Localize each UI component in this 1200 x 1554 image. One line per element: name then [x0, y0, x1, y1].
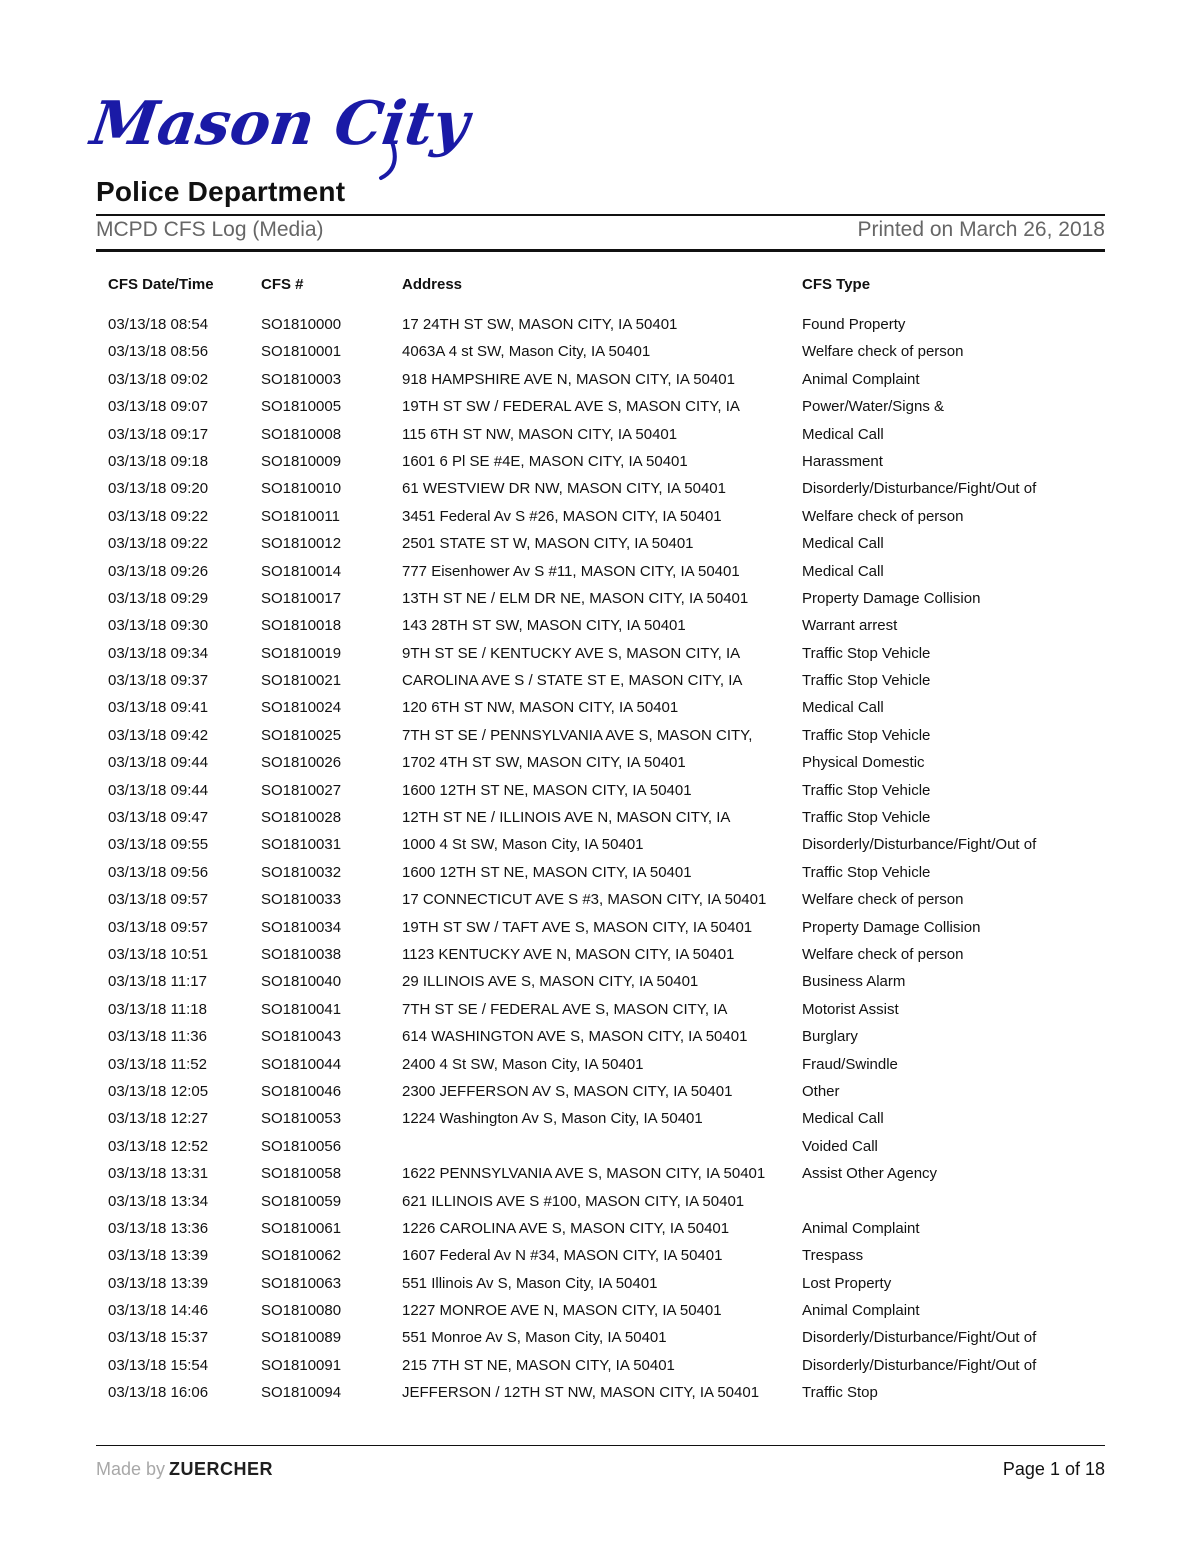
cell-datetime: 03/13/18 13:36: [108, 1219, 209, 1237]
cell-address: 120 6TH ST NW, MASON CITY, IA 50401: [402, 699, 679, 717]
cell-address: 7TH ST SE / PENNSYLVANIA AVE S, MASON CITY,: [402, 726, 753, 744]
cell-cfs-type: Medical Call: [802, 699, 884, 717]
cell-datetime: 03/13/18 13:31: [108, 1165, 209, 1183]
made-by-label: Made by: [96, 1459, 166, 1479]
cell-cfs-number: SO1810026: [261, 754, 342, 772]
cell-cfs-number: SO1810038: [261, 945, 342, 963]
table-row: [0, 1328, 1200, 1355]
cell-cfs-number: SO1810091: [261, 1356, 342, 1374]
cell-address: 3451 Federal Av S #26, MASON CITY, IA 50401: [402, 507, 722, 525]
cell-address: 29 ILLINOIS AVE S, MASON CITY, IA 50401: [402, 973, 699, 991]
cell-address: 1600 12TH ST NE, MASON CITY, IA 50401: [402, 781, 692, 799]
cell-datetime: 03/13/18 11:17: [108, 973, 207, 991]
cell-cfs-number: SO1810018: [261, 617, 342, 635]
cell-cfs-number: SO1810059: [261, 1192, 342, 1210]
cell-cfs-type: Physical Domestic: [802, 754, 925, 772]
cell-datetime: 03/13/18 12:27: [108, 1110, 209, 1128]
table-row: [0, 1164, 1200, 1191]
table-row: [0, 1301, 1200, 1328]
table-row: [0, 616, 1200, 643]
cell-address: 1123 KENTUCKY AVE N, MASON CITY, IA 50401: [402, 945, 735, 963]
header-rule-top: [96, 214, 1105, 216]
table-row: [0, 1000, 1200, 1027]
made-by-credit: [96, 1459, 273, 1480]
table-row: [0, 698, 1200, 725]
printed-date: Printed on March 26, 2018: [857, 218, 1105, 241]
cell-address: 17 CONNECTICUT AVE S #3, MASON CITY, IA 50401: [402, 891, 767, 909]
cell-cfs-type: Animal Complaint: [802, 1219, 920, 1237]
table-row: [0, 1109, 1200, 1136]
cell-cfs-type: Traffic Stop Vehicle: [802, 672, 931, 690]
table-row: [0, 479, 1200, 506]
cell-address: 7TH ST SE / FEDERAL AVE S, MASON CITY, IA: [402, 1000, 728, 1018]
cell-address: 12TH ST NE / ILLINOIS AVE N, MASON CITY, IA: [402, 809, 731, 827]
table-row: [0, 315, 1200, 342]
cell-address: 1622 PENNSYLVANIA AVE S, MASON CITY, IA 50401: [402, 1165, 766, 1183]
cell-cfs-type: Medical Call: [802, 425, 884, 443]
cell-datetime: 03/13/18 09:29: [108, 589, 209, 607]
cell-cfs-type: Property Damage Collision: [802, 589, 981, 607]
table-row: [0, 1246, 1200, 1273]
cell-datetime: 03/13/18 11:18: [108, 1000, 207, 1018]
cell-cfs-number: SO1810089: [261, 1329, 342, 1347]
cell-cfs-number: SO1810009: [261, 452, 342, 470]
table-row: [0, 1027, 1200, 1054]
table-row: [0, 562, 1200, 589]
cell-cfs-type: Disorderly/Disturbance/Fight/Out of: [802, 480, 1037, 498]
cell-cfs-type: Animal Complaint: [802, 1302, 920, 1320]
cell-address: 2501 STATE ST W, MASON CITY, IA 50401: [402, 535, 694, 553]
cell-cfs-number: SO1810014: [261, 562, 342, 580]
cell-address: 13TH ST NE / ELM DR NE, MASON CITY, IA 50401: [402, 589, 749, 607]
cell-cfs-number: SO1810063: [261, 1274, 342, 1292]
cell-datetime: 03/13/18 09:42: [108, 726, 209, 744]
cell-address: 621 ILLINOIS AVE S #100, MASON CITY, IA 50401: [402, 1192, 745, 1210]
table-row: [0, 918, 1200, 945]
cell-datetime: 03/13/18 16:06: [108, 1384, 209, 1402]
cell-cfs-number: SO1810061: [261, 1219, 342, 1237]
table-row: [0, 781, 1200, 808]
table-row: [0, 397, 1200, 424]
cell-address: 4063A 4 st SW, Mason City, IA 50401: [402, 343, 651, 361]
cell-cfs-number: SO1810034: [261, 918, 342, 936]
cell-datetime: 03/13/18 09:37: [108, 672, 209, 690]
cell-datetime: 03/13/18 13:34: [108, 1192, 209, 1210]
cell-address: 2400 4 St SW, Mason City, IA 50401: [402, 1055, 644, 1073]
cell-datetime: 03/13/18 09:56: [108, 863, 209, 881]
cell-cfs-type: Welfare check of person: [802, 945, 964, 963]
cell-cfs-type: Traffic Stop: [802, 1384, 878, 1402]
cell-cfs-type: Power/Water/Signs &: [802, 398, 944, 416]
cell-cfs-type: Other: [802, 1082, 840, 1100]
cell-address: 215 7TH ST NE, MASON CITY, IA 50401: [402, 1356, 675, 1374]
cell-cfs-number: SO1810032: [261, 863, 342, 881]
cell-cfs-type: Traffic Stop Vehicle: [802, 726, 931, 744]
cell-cfs-number: SO1810043: [261, 1028, 342, 1046]
table-row: [0, 1055, 1200, 1082]
cell-cfs-type: Welfare check of person: [802, 343, 964, 361]
cell-datetime: 03/13/18 09:34: [108, 644, 209, 662]
cell-cfs-type: Medical Call: [802, 562, 884, 580]
cell-cfs-number: SO1810053: [261, 1110, 342, 1128]
cell-datetime: 03/13/18 09:57: [108, 918, 209, 936]
table-row: [0, 753, 1200, 780]
column-header-address: Address: [402, 276, 463, 293]
cell-cfs-number: SO1810010: [261, 480, 342, 498]
cell-address: 115 6TH ST NW, MASON CITY, IA 50401: [402, 425, 678, 443]
cell-address: 1000 4 St SW, Mason City, IA 50401: [402, 836, 644, 854]
table-row: [0, 589, 1200, 616]
page-number: Page 1 of 18: [1002, 1459, 1105, 1479]
cell-cfs-number: SO1810025: [261, 726, 342, 744]
cell-cfs-number: SO1810021: [261, 672, 342, 690]
cell-cfs-type: Traffic Stop Vehicle: [802, 809, 931, 827]
cell-cfs-number: SO1810028: [261, 809, 342, 827]
cell-cfs-number: SO1810003: [261, 370, 342, 388]
cell-address: CAROLINA AVE S / STATE ST E, MASON CITY, IA: [402, 672, 743, 690]
cell-cfs-number: SO1810046: [261, 1082, 342, 1100]
table-row: [0, 1137, 1200, 1164]
cell-cfs-number: SO1810041: [261, 1000, 342, 1018]
cell-cfs-number: SO1810019: [261, 644, 342, 662]
table-row: [0, 808, 1200, 835]
cell-cfs-number: SO1810058: [261, 1165, 342, 1183]
cell-datetime: 03/13/18 09:55: [108, 836, 209, 854]
cell-cfs-type: Medical Call: [802, 1110, 884, 1128]
cell-cfs-number: SO1810011: [261, 507, 340, 525]
cell-datetime: 03/13/18 11:36: [108, 1028, 207, 1046]
cell-datetime: 03/13/18 12:05: [108, 1082, 209, 1100]
cell-address: 61 WESTVIEW DR NW, MASON CITY, IA 50401: [402, 480, 726, 498]
cell-cfs-type: Disorderly/Disturbance/Fight/Out of: [802, 836, 1037, 854]
cell-cfs-number: SO1810062: [261, 1247, 342, 1265]
table-row: [0, 507, 1200, 534]
cell-address: 143 28TH ST SW, MASON CITY, IA 50401: [402, 617, 686, 635]
cell-cfs-type: Fraud/Swindle: [802, 1055, 898, 1073]
table-row: [0, 534, 1200, 561]
cell-cfs-number: SO1810094: [261, 1384, 342, 1402]
table-row: [0, 863, 1200, 890]
table-row: [0, 1274, 1200, 1301]
cell-cfs-type: Animal Complaint: [802, 370, 920, 388]
cell-cfs-type: Property Damage Collision: [802, 918, 981, 936]
department-title: Police Department: [96, 176, 346, 207]
cell-address: 777 Eisenhower Av S #11, MASON CITY, IA 50401: [402, 562, 740, 580]
cell-datetime: 03/13/18 08:56: [108, 343, 209, 361]
cell-datetime: 03/13/18 12:52: [108, 1137, 209, 1155]
header-rule-bottom: [96, 249, 1105, 252]
cell-cfs-type: Trespass: [802, 1247, 864, 1265]
table-row: [0, 972, 1200, 999]
mason-city-logo: [86, 78, 474, 182]
cell-address: 1224 Washington Av S, Mason City, IA 50401: [402, 1110, 703, 1128]
table-row: [0, 452, 1200, 479]
cell-datetime: 03/13/18 09:07: [108, 398, 209, 416]
cell-cfs-type: Business Alarm: [802, 973, 906, 991]
cell-cfs-type: Voided Call: [802, 1137, 878, 1155]
cell-address: 1227 MONROE AVE N, MASON CITY, IA 50401: [402, 1302, 722, 1320]
footer-rule: [96, 1445, 1105, 1446]
cell-address: 1601 6 Pl SE #4E, MASON CITY, IA 50401: [402, 452, 688, 470]
table-row: [0, 1383, 1200, 1410]
table-row: [0, 1356, 1200, 1383]
cell-datetime: 03/13/18 09:44: [108, 781, 209, 799]
cell-datetime: 03/13/18 09:57: [108, 891, 209, 909]
cell-datetime: 03/13/18 09:22: [108, 507, 209, 525]
cell-address: JEFFERSON / 12TH ST NW, MASON CITY, IA 50401: [402, 1384, 760, 1402]
cell-datetime: 03/13/18 11:52: [108, 1055, 207, 1073]
cfs-table-body: [0, 315, 1200, 1411]
cell-address: 9TH ST SE / KENTUCKY AVE S, MASON CITY, IA: [402, 644, 741, 662]
cell-address: 1702 4TH ST SW, MASON CITY, IA 50401: [402, 754, 686, 772]
column-header-datetime: CFS Date/Time: [108, 276, 214, 293]
cell-address: 551 Illinois Av S, Mason City, IA 50401: [402, 1274, 658, 1292]
cell-datetime: 03/13/18 09:02: [108, 370, 209, 388]
table-row: [0, 835, 1200, 862]
cell-address: 19TH ST SW / TAFT AVE S, MASON CITY, IA 50401: [402, 918, 753, 936]
cell-address: 551 Monroe Av S, Mason City, IA 50401: [402, 1329, 667, 1347]
cell-datetime: 03/13/18 14:46: [108, 1302, 209, 1320]
cell-cfs-type: Assist Other Agency: [802, 1165, 938, 1183]
cell-cfs-type: Welfare check of person: [802, 891, 964, 909]
cell-cfs-number: SO1810017: [261, 589, 342, 607]
zuercher-brand: ZUERCHER: [169, 1459, 274, 1479]
cell-datetime: 03/13/18 09:47: [108, 809, 209, 827]
cell-cfs-number: SO1810008: [261, 425, 342, 443]
table-row: [0, 342, 1200, 369]
logo-text: Mason City: [86, 88, 474, 159]
cell-address: 17 24TH ST SW, MASON CITY, IA 50401: [402, 316, 678, 333]
cell-datetime: 03/13/18 13:39: [108, 1247, 209, 1265]
column-header-cfs-number: CFS #: [261, 276, 304, 293]
cell-cfs-number: SO1810040: [261, 973, 342, 991]
table-row: [0, 1192, 1200, 1219]
cell-cfs-number: SO1810027: [261, 781, 342, 799]
cell-address: 614 WASHINGTON AVE S, MASON CITY, IA 50401: [402, 1028, 748, 1046]
report-title: MCPD CFS Log (Media): [96, 218, 324, 241]
cell-datetime: 03/13/18 09:18: [108, 452, 209, 470]
cell-cfs-number: SO1810033: [261, 891, 342, 909]
cell-address: 918 HAMPSHIRE AVE N, MASON CITY, IA 50401: [402, 370, 735, 388]
cell-cfs-number: SO1810012: [261, 535, 342, 553]
cell-cfs-type: Disorderly/Disturbance/Fight/Out of: [802, 1356, 1037, 1374]
cell-cfs-number: SO1810031: [261, 836, 342, 854]
cell-address: 19TH ST SW / FEDERAL AVE S, MASON CITY, IA: [402, 398, 740, 416]
cell-cfs-type: Disorderly/Disturbance/Fight/Out of: [802, 1329, 1037, 1347]
table-row: [0, 644, 1200, 671]
column-header-cfs-type: CFS Type: [802, 276, 871, 293]
cell-cfs-type: Burglary: [802, 1028, 858, 1046]
cell-datetime: 03/13/18 09:22: [108, 535, 209, 553]
cell-cfs-number: SO1810001: [261, 343, 342, 361]
cell-cfs-type: Traffic Stop Vehicle: [802, 863, 931, 881]
cell-cfs-number: SO1810056: [261, 1137, 342, 1155]
table-row: [0, 370, 1200, 397]
cell-cfs-type: Warrant arrest: [802, 617, 898, 635]
cell-cfs-number: SO1810044: [261, 1055, 342, 1073]
cell-cfs-number: SO1810080: [261, 1302, 342, 1320]
cell-datetime: 03/13/18 09:17: [108, 425, 209, 443]
table-row: [0, 945, 1200, 972]
table-row: [0, 1082, 1200, 1109]
cell-datetime: 03/13/18 15:37: [108, 1329, 209, 1347]
cell-datetime: 03/13/18 09:41: [108, 699, 209, 717]
cell-address: 1600 12TH ST NE, MASON CITY, IA 50401: [402, 863, 692, 881]
cell-datetime: 03/13/18 15:54: [108, 1356, 209, 1374]
cell-datetime: 03/13/18 09:26: [108, 562, 209, 580]
cell-cfs-type: Traffic Stop Vehicle: [802, 644, 931, 662]
cell-address: 1607 Federal Av N #34, MASON CITY, IA 50401: [402, 1247, 723, 1265]
cell-datetime: 03/13/18 09:20: [108, 480, 209, 498]
cell-cfs-type: Harassment: [802, 452, 883, 470]
cell-datetime: 03/13/18 09:30: [108, 617, 209, 635]
cell-cfs-number: SO1810000: [261, 316, 342, 333]
cell-cfs-type: Welfare check of person: [802, 507, 964, 525]
cell-cfs-type: Lost Property: [802, 1274, 892, 1292]
table-row: [0, 671, 1200, 698]
table-row: [0, 726, 1200, 753]
table-row: [0, 425, 1200, 452]
cell-datetime: 03/13/18 08:54: [108, 316, 209, 333]
cell-cfs-number: SO1810024: [261, 699, 342, 717]
cell-datetime: 03/13/18 13:39: [108, 1274, 209, 1292]
cell-datetime: 03/13/18 10:51: [108, 945, 209, 963]
table-row: [0, 890, 1200, 917]
cell-cfs-type: Motorist Assist: [802, 1000, 899, 1018]
cell-datetime: 03/13/18 09:44: [108, 754, 209, 772]
cell-address: 1226 CAROLINA AVE S, MASON CITY, IA 50401: [402, 1219, 730, 1237]
cell-cfs-type: Traffic Stop Vehicle: [802, 781, 931, 799]
cell-cfs-type: Found Property: [802, 316, 906, 333]
table-row: [0, 1219, 1200, 1246]
cell-cfs-type: Medical Call: [802, 535, 884, 553]
cell-cfs-number: SO1810005: [261, 398, 342, 416]
cell-address: 2300 JEFFERSON AV S, MASON CITY, IA 50401: [402, 1082, 733, 1100]
